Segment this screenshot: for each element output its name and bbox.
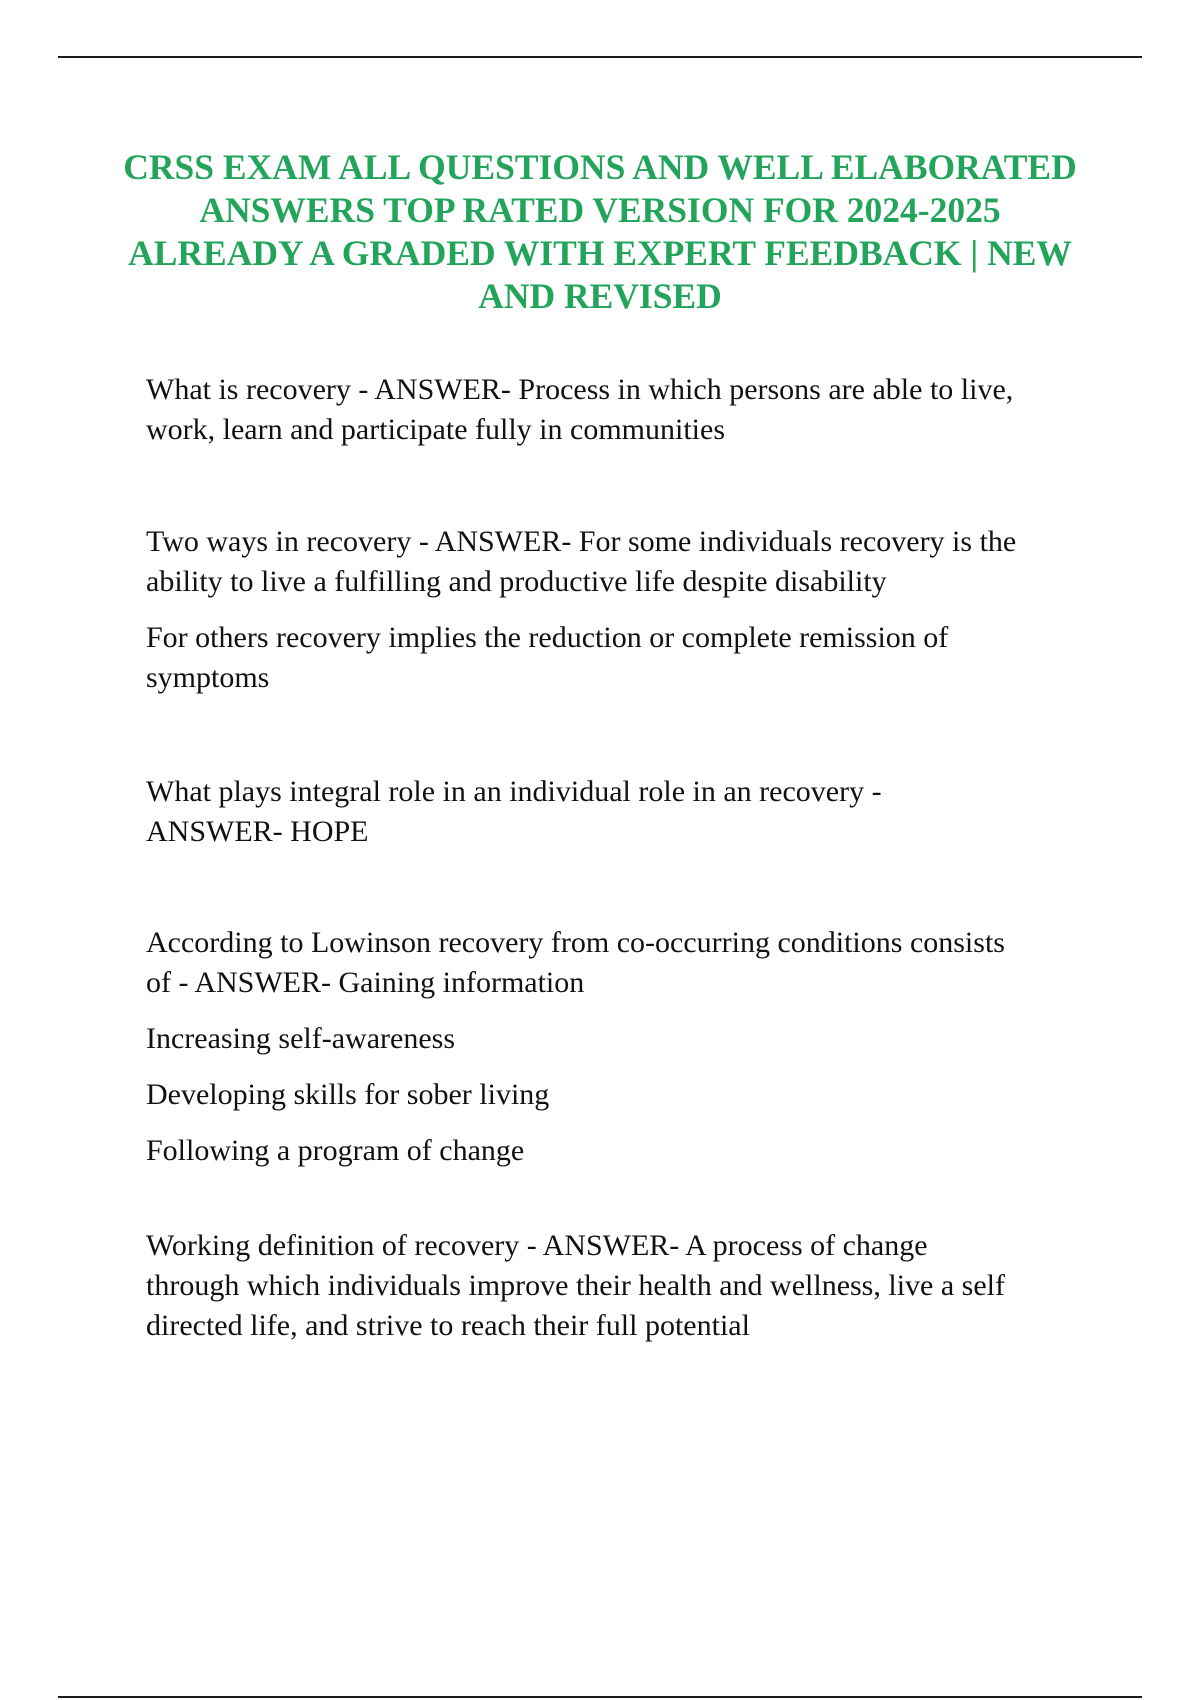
qa-line: What plays integral role in an individual role in an recovery - (146, 775, 882, 808)
qa-line: Two ways in recovery - ANSWER- For some individuals recovery is the (146, 525, 1017, 558)
qa-line: For others recovery implies the reduction or complete remission of (146, 621, 949, 654)
qa-line: ANSWER- HOPE (146, 815, 369, 848)
qa-continuation (146, 1075, 1005, 1115)
qa-entry-4 (146, 923, 1005, 1171)
qa-entry-1 (146, 370, 1013, 450)
top-rule (58, 56, 1142, 58)
qa-continuation (146, 618, 1016, 698)
qa-line: symptoms (146, 661, 270, 694)
bottom-rule (58, 1696, 1142, 1698)
qa-line: of - ANSWER- Gaining information (146, 966, 585, 999)
qa-line: Increasing self-awareness (146, 1022, 456, 1055)
qa-entry-5 (146, 1226, 1005, 1346)
qa-line: Following a program of change (146, 1134, 525, 1167)
qa-entry-2 (146, 522, 1016, 698)
qa-line: Working definition of recovery - ANSWER- A process of change (146, 1229, 928, 1262)
qa-line: directed life, and strive to reach their full potential (146, 1309, 750, 1342)
qa-line: What is recovery - ANSWER- Process in which persons are able to live, (146, 373, 1014, 406)
qa-line: ability to live a fulfilling and productive life despite disability (146, 565, 887, 598)
qa-line: Developing skills for sober living (146, 1078, 550, 1111)
document-title: CRSS EXAM ALL QUESTIONS AND WELL ELABORATED ANSWERS TOP RATED VERSION FOR 2024-2025 ALREADY A GRADED WITH EXPERT FEEDBACK | NEW AND REVISED (123, 147, 1077, 316)
qa-line: work, learn and participate fully in communities (146, 413, 725, 446)
qa-continuation (146, 1019, 1005, 1059)
qa-continuation (146, 1131, 1005, 1171)
qa-line: through which individuals improve their health and wellness, live a self (146, 1269, 1005, 1302)
qa-line: According to Lowinson recovery from co-occurring conditions consists (146, 926, 1005, 959)
qa-entry-3 (146, 772, 882, 852)
